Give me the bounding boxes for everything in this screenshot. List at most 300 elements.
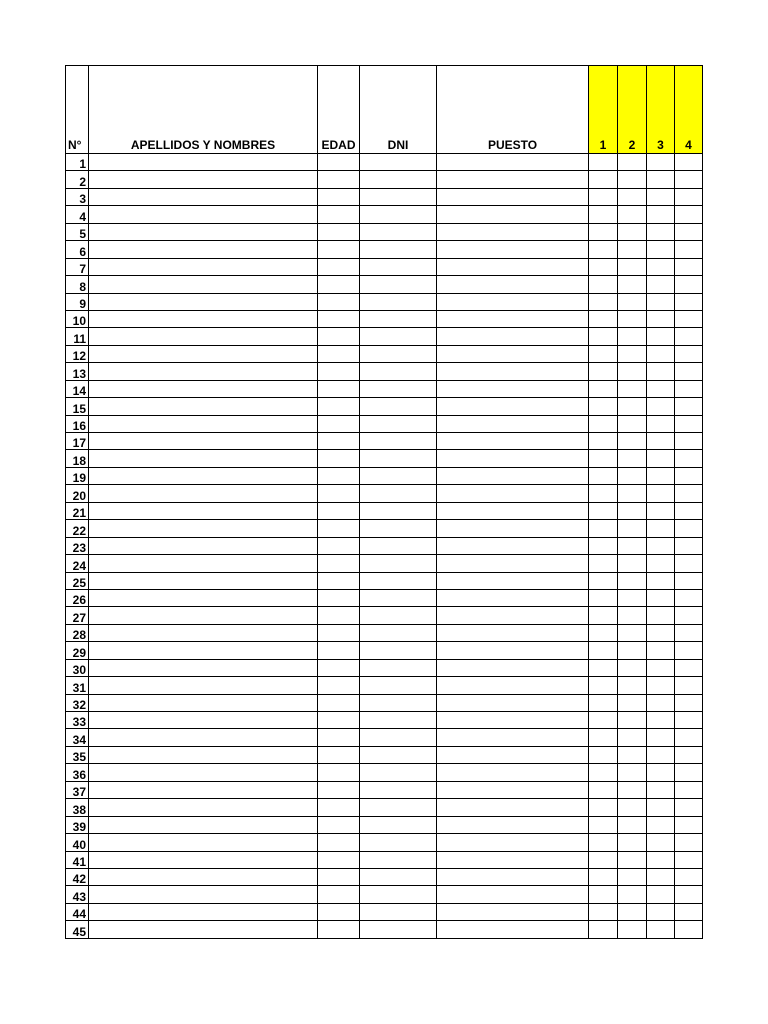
cell-position[interactable] xyxy=(437,712,589,729)
cell-4[interactable] xyxy=(675,380,703,397)
cell-2[interactable] xyxy=(618,345,647,362)
cell-2[interactable] xyxy=(618,380,647,397)
cell-age[interactable] xyxy=(318,258,360,275)
cell-age[interactable] xyxy=(318,729,360,746)
cell-4[interactable] xyxy=(675,677,703,694)
cell-age[interactable] xyxy=(318,415,360,432)
cell-3[interactable] xyxy=(647,520,675,537)
cell-3[interactable] xyxy=(647,537,675,554)
cell-names[interactable] xyxy=(89,380,318,397)
cell-age[interactable] xyxy=(318,572,360,589)
cell-names[interactable] xyxy=(89,607,318,624)
cell-4[interactable] xyxy=(675,659,703,676)
cell-3[interactable] xyxy=(647,380,675,397)
cell-3[interactable] xyxy=(647,799,675,816)
cell-dni[interactable] xyxy=(360,154,437,171)
cell-position[interactable] xyxy=(437,310,589,327)
cell-names[interactable] xyxy=(89,799,318,816)
cell-4[interactable] xyxy=(675,799,703,816)
cell-age[interactable] xyxy=(318,694,360,711)
cell-2[interactable] xyxy=(618,467,647,484)
cell-2[interactable] xyxy=(618,485,647,502)
cell-dni[interactable] xyxy=(360,886,437,903)
cell-2[interactable] xyxy=(618,241,647,258)
cell-names[interactable] xyxy=(89,415,318,432)
cell-4[interactable] xyxy=(675,642,703,659)
cell-1[interactable] xyxy=(589,816,618,833)
cell-1[interactable] xyxy=(589,921,618,938)
cell-age[interactable] xyxy=(318,502,360,519)
cell-3[interactable] xyxy=(647,659,675,676)
cell-age[interactable] xyxy=(318,206,360,223)
cell-names[interactable] xyxy=(89,659,318,676)
cell-1[interactable] xyxy=(589,154,618,171)
cell-dni[interactable] xyxy=(360,398,437,415)
cell-names[interactable] xyxy=(89,363,318,380)
cell-3[interactable] xyxy=(647,206,675,223)
cell-3[interactable] xyxy=(647,398,675,415)
cell-names[interactable] xyxy=(89,485,318,502)
cell-names[interactable] xyxy=(89,171,318,188)
cell-4[interactable] xyxy=(675,816,703,833)
cell-position[interactable] xyxy=(437,659,589,676)
cell-position[interactable] xyxy=(437,433,589,450)
cell-3[interactable] xyxy=(647,607,675,624)
cell-2[interactable] xyxy=(618,799,647,816)
cell-1[interactable] xyxy=(589,345,618,362)
cell-dni[interactable] xyxy=(360,206,437,223)
cell-names[interactable] xyxy=(89,746,318,763)
cell-3[interactable] xyxy=(647,868,675,885)
cell-dni[interactable] xyxy=(360,293,437,310)
cell-4[interactable] xyxy=(675,206,703,223)
cell-4[interactable] xyxy=(675,485,703,502)
cell-position[interactable] xyxy=(437,206,589,223)
cell-1[interactable] xyxy=(589,485,618,502)
cell-position[interactable] xyxy=(437,241,589,258)
cell-age[interactable] xyxy=(318,188,360,205)
cell-position[interactable] xyxy=(437,868,589,885)
cell-age[interactable] xyxy=(318,171,360,188)
cell-names[interactable] xyxy=(89,433,318,450)
cell-names[interactable] xyxy=(89,398,318,415)
cell-2[interactable] xyxy=(618,537,647,554)
cell-3[interactable] xyxy=(647,642,675,659)
cell-1[interactable] xyxy=(589,502,618,519)
cell-1[interactable] xyxy=(589,415,618,432)
cell-position[interactable] xyxy=(437,328,589,345)
cell-dni[interactable] xyxy=(360,188,437,205)
cell-3[interactable] xyxy=(647,345,675,362)
cell-1[interactable] xyxy=(589,433,618,450)
cell-names[interactable] xyxy=(89,537,318,554)
cell-dni[interactable] xyxy=(360,677,437,694)
cell-3[interactable] xyxy=(647,746,675,763)
cell-position[interactable] xyxy=(437,223,589,240)
cell-1[interactable] xyxy=(589,398,618,415)
cell-3[interactable] xyxy=(647,694,675,711)
cell-1[interactable] xyxy=(589,764,618,781)
cell-age[interactable] xyxy=(318,363,360,380)
cell-position[interactable] xyxy=(437,903,589,920)
cell-dni[interactable] xyxy=(360,868,437,885)
cell-age[interactable] xyxy=(318,537,360,554)
cell-age[interactable] xyxy=(318,642,360,659)
cell-2[interactable] xyxy=(618,868,647,885)
cell-4[interactable] xyxy=(675,834,703,851)
cell-1[interactable] xyxy=(589,467,618,484)
cell-2[interactable] xyxy=(618,624,647,641)
cell-3[interactable] xyxy=(647,781,675,798)
cell-dni[interactable] xyxy=(360,258,437,275)
cell-4[interactable] xyxy=(675,328,703,345)
cell-2[interactable] xyxy=(618,171,647,188)
cell-dni[interactable] xyxy=(360,624,437,641)
cell-names[interactable] xyxy=(89,572,318,589)
cell-names[interactable] xyxy=(89,206,318,223)
cell-age[interactable] xyxy=(318,886,360,903)
cell-position[interactable] xyxy=(437,188,589,205)
cell-age[interactable] xyxy=(318,328,360,345)
cell-position[interactable] xyxy=(437,171,589,188)
cell-3[interactable] xyxy=(647,851,675,868)
cell-2[interactable] xyxy=(618,572,647,589)
cell-2[interactable] xyxy=(618,154,647,171)
cell-1[interactable] xyxy=(589,834,618,851)
cell-names[interactable] xyxy=(89,467,318,484)
cell-dni[interactable] xyxy=(360,415,437,432)
cell-4[interactable] xyxy=(675,363,703,380)
cell-names[interactable] xyxy=(89,642,318,659)
cell-dni[interactable] xyxy=(360,781,437,798)
cell-dni[interactable] xyxy=(360,433,437,450)
cell-age[interactable] xyxy=(318,868,360,885)
cell-3[interactable] xyxy=(647,589,675,606)
cell-dni[interactable] xyxy=(360,241,437,258)
cell-dni[interactable] xyxy=(360,607,437,624)
cell-names[interactable] xyxy=(89,310,318,327)
cell-age[interactable] xyxy=(318,293,360,310)
cell-age[interactable] xyxy=(318,555,360,572)
cell-4[interactable] xyxy=(675,398,703,415)
cell-names[interactable] xyxy=(89,624,318,641)
cell-3[interactable] xyxy=(647,276,675,293)
cell-position[interactable] xyxy=(437,799,589,816)
cell-position[interactable] xyxy=(437,293,589,310)
cell-1[interactable] xyxy=(589,624,618,641)
cell-dni[interactable] xyxy=(360,502,437,519)
cell-dni[interactable] xyxy=(360,171,437,188)
cell-position[interactable] xyxy=(437,642,589,659)
cell-2[interactable] xyxy=(618,293,647,310)
cell-4[interactable] xyxy=(675,903,703,920)
cell-names[interactable] xyxy=(89,694,318,711)
cell-position[interactable] xyxy=(437,380,589,397)
cell-3[interactable] xyxy=(647,921,675,938)
cell-position[interactable] xyxy=(437,886,589,903)
cell-1[interactable] xyxy=(589,607,618,624)
cell-dni[interactable] xyxy=(360,328,437,345)
cell-position[interactable] xyxy=(437,816,589,833)
cell-1[interactable] xyxy=(589,572,618,589)
cell-4[interactable] xyxy=(675,223,703,240)
cell-4[interactable] xyxy=(675,293,703,310)
cell-names[interactable] xyxy=(89,258,318,275)
cell-names[interactable] xyxy=(89,589,318,606)
cell-3[interactable] xyxy=(647,433,675,450)
cell-2[interactable] xyxy=(618,206,647,223)
cell-dni[interactable] xyxy=(360,310,437,327)
cell-4[interactable] xyxy=(675,886,703,903)
cell-4[interactable] xyxy=(675,502,703,519)
cell-3[interactable] xyxy=(647,415,675,432)
cell-2[interactable] xyxy=(618,188,647,205)
cell-3[interactable] xyxy=(647,834,675,851)
cell-1[interactable] xyxy=(589,851,618,868)
cell-dni[interactable] xyxy=(360,921,437,938)
cell-position[interactable] xyxy=(437,276,589,293)
cell-names[interactable] xyxy=(89,677,318,694)
cell-4[interactable] xyxy=(675,868,703,885)
cell-1[interactable] xyxy=(589,206,618,223)
cell-position[interactable] xyxy=(437,589,589,606)
cell-names[interactable] xyxy=(89,712,318,729)
cell-1[interactable] xyxy=(589,642,618,659)
cell-age[interactable] xyxy=(318,520,360,537)
cell-names[interactable] xyxy=(89,328,318,345)
cell-age[interactable] xyxy=(318,921,360,938)
cell-names[interactable] xyxy=(89,781,318,798)
cell-4[interactable] xyxy=(675,712,703,729)
cell-3[interactable] xyxy=(647,258,675,275)
cell-dni[interactable] xyxy=(360,555,437,572)
cell-age[interactable] xyxy=(318,345,360,362)
cell-3[interactable] xyxy=(647,572,675,589)
cell-names[interactable] xyxy=(89,816,318,833)
cell-3[interactable] xyxy=(647,712,675,729)
cell-dni[interactable] xyxy=(360,642,437,659)
cell-2[interactable] xyxy=(618,921,647,938)
cell-4[interactable] xyxy=(675,450,703,467)
cell-dni[interactable] xyxy=(360,537,437,554)
cell-2[interactable] xyxy=(618,886,647,903)
cell-position[interactable] xyxy=(437,851,589,868)
cell-age[interactable] xyxy=(318,241,360,258)
cell-1[interactable] xyxy=(589,677,618,694)
cell-age[interactable] xyxy=(318,903,360,920)
cell-3[interactable] xyxy=(647,154,675,171)
cell-position[interactable] xyxy=(437,729,589,746)
cell-names[interactable] xyxy=(89,293,318,310)
cell-age[interactable] xyxy=(318,659,360,676)
cell-3[interactable] xyxy=(647,485,675,502)
cell-2[interactable] xyxy=(618,607,647,624)
cell-2[interactable] xyxy=(618,694,647,711)
cell-3[interactable] xyxy=(647,467,675,484)
cell-age[interactable] xyxy=(318,834,360,851)
cell-names[interactable] xyxy=(89,729,318,746)
cell-2[interactable] xyxy=(618,746,647,763)
cell-2[interactable] xyxy=(618,851,647,868)
cell-dni[interactable] xyxy=(360,589,437,606)
cell-4[interactable] xyxy=(675,589,703,606)
cell-dni[interactable] xyxy=(360,746,437,763)
cell-names[interactable] xyxy=(89,886,318,903)
cell-dni[interactable] xyxy=(360,485,437,502)
cell-position[interactable] xyxy=(437,537,589,554)
cell-1[interactable] xyxy=(589,276,618,293)
cell-3[interactable] xyxy=(647,555,675,572)
cell-age[interactable] xyxy=(318,816,360,833)
cell-position[interactable] xyxy=(437,258,589,275)
cell-2[interactable] xyxy=(618,781,647,798)
cell-dni[interactable] xyxy=(360,729,437,746)
cell-4[interactable] xyxy=(675,345,703,362)
cell-dni[interactable] xyxy=(360,834,437,851)
cell-age[interactable] xyxy=(318,485,360,502)
cell-position[interactable] xyxy=(437,502,589,519)
cell-4[interactable] xyxy=(675,537,703,554)
cell-dni[interactable] xyxy=(360,345,437,362)
cell-2[interactable] xyxy=(618,677,647,694)
cell-position[interactable] xyxy=(437,467,589,484)
cell-3[interactable] xyxy=(647,764,675,781)
cell-names[interactable] xyxy=(89,502,318,519)
cell-2[interactable] xyxy=(618,328,647,345)
cell-dni[interactable] xyxy=(360,450,437,467)
cell-age[interactable] xyxy=(318,398,360,415)
cell-names[interactable] xyxy=(89,868,318,885)
cell-4[interactable] xyxy=(675,921,703,938)
cell-1[interactable] xyxy=(589,886,618,903)
cell-1[interactable] xyxy=(589,258,618,275)
cell-dni[interactable] xyxy=(360,694,437,711)
cell-2[interactable] xyxy=(618,502,647,519)
cell-age[interactable] xyxy=(318,589,360,606)
cell-2[interactable] xyxy=(618,520,647,537)
cell-2[interactable] xyxy=(618,764,647,781)
cell-1[interactable] xyxy=(589,712,618,729)
cell-age[interactable] xyxy=(318,310,360,327)
cell-age[interactable] xyxy=(318,467,360,484)
cell-4[interactable] xyxy=(675,694,703,711)
cell-position[interactable] xyxy=(437,520,589,537)
cell-position[interactable] xyxy=(437,345,589,362)
cell-4[interactable] xyxy=(675,607,703,624)
cell-age[interactable] xyxy=(318,624,360,641)
cell-1[interactable] xyxy=(589,328,618,345)
cell-position[interactable] xyxy=(437,415,589,432)
cell-dni[interactable] xyxy=(360,764,437,781)
cell-2[interactable] xyxy=(618,415,647,432)
cell-2[interactable] xyxy=(618,834,647,851)
cell-4[interactable] xyxy=(675,276,703,293)
cell-1[interactable] xyxy=(589,380,618,397)
cell-age[interactable] xyxy=(318,851,360,868)
cell-2[interactable] xyxy=(618,816,647,833)
cell-2[interactable] xyxy=(618,433,647,450)
cell-4[interactable] xyxy=(675,415,703,432)
cell-position[interactable] xyxy=(437,363,589,380)
cell-age[interactable] xyxy=(318,712,360,729)
cell-1[interactable] xyxy=(589,188,618,205)
cell-1[interactable] xyxy=(589,310,618,327)
cell-dni[interactable] xyxy=(360,572,437,589)
cell-1[interactable] xyxy=(589,659,618,676)
cell-age[interactable] xyxy=(318,764,360,781)
cell-4[interactable] xyxy=(675,624,703,641)
cell-age[interactable] xyxy=(318,607,360,624)
cell-1[interactable] xyxy=(589,171,618,188)
cell-2[interactable] xyxy=(618,276,647,293)
cell-4[interactable] xyxy=(675,729,703,746)
cell-2[interactable] xyxy=(618,659,647,676)
cell-dni[interactable] xyxy=(360,799,437,816)
cell-names[interactable] xyxy=(89,834,318,851)
cell-names[interactable] xyxy=(89,154,318,171)
cell-age[interactable] xyxy=(318,223,360,240)
cell-1[interactable] xyxy=(589,293,618,310)
cell-dni[interactable] xyxy=(360,363,437,380)
cell-4[interactable] xyxy=(675,310,703,327)
cell-4[interactable] xyxy=(675,851,703,868)
cell-position[interactable] xyxy=(437,555,589,572)
cell-names[interactable] xyxy=(89,188,318,205)
cell-1[interactable] xyxy=(589,450,618,467)
cell-2[interactable] xyxy=(618,258,647,275)
cell-dni[interactable] xyxy=(360,816,437,833)
cell-4[interactable] xyxy=(675,188,703,205)
cell-age[interactable] xyxy=(318,450,360,467)
cell-names[interactable] xyxy=(89,223,318,240)
cell-position[interactable] xyxy=(437,398,589,415)
cell-1[interactable] xyxy=(589,241,618,258)
cell-4[interactable] xyxy=(675,467,703,484)
cell-4[interactable] xyxy=(675,171,703,188)
cell-2[interactable] xyxy=(618,589,647,606)
cell-position[interactable] xyxy=(437,764,589,781)
cell-dni[interactable] xyxy=(360,467,437,484)
cell-3[interactable] xyxy=(647,188,675,205)
cell-names[interactable] xyxy=(89,345,318,362)
cell-1[interactable] xyxy=(589,868,618,885)
cell-dni[interactable] xyxy=(360,903,437,920)
cell-age[interactable] xyxy=(318,276,360,293)
cell-dni[interactable] xyxy=(360,520,437,537)
cell-4[interactable] xyxy=(675,241,703,258)
cell-1[interactable] xyxy=(589,363,618,380)
cell-1[interactable] xyxy=(589,694,618,711)
cell-4[interactable] xyxy=(675,572,703,589)
cell-age[interactable] xyxy=(318,677,360,694)
cell-dni[interactable] xyxy=(360,712,437,729)
cell-3[interactable] xyxy=(647,328,675,345)
cell-age[interactable] xyxy=(318,781,360,798)
cell-position[interactable] xyxy=(437,624,589,641)
cell-position[interactable] xyxy=(437,694,589,711)
cell-dni[interactable] xyxy=(360,223,437,240)
cell-3[interactable] xyxy=(647,450,675,467)
cell-1[interactable] xyxy=(589,520,618,537)
cell-4[interactable] xyxy=(675,746,703,763)
cell-dni[interactable] xyxy=(360,380,437,397)
cell-dni[interactable] xyxy=(360,659,437,676)
cell-4[interactable] xyxy=(675,154,703,171)
cell-age[interactable] xyxy=(318,380,360,397)
cell-position[interactable] xyxy=(437,154,589,171)
cell-1[interactable] xyxy=(589,729,618,746)
cell-age[interactable] xyxy=(318,746,360,763)
